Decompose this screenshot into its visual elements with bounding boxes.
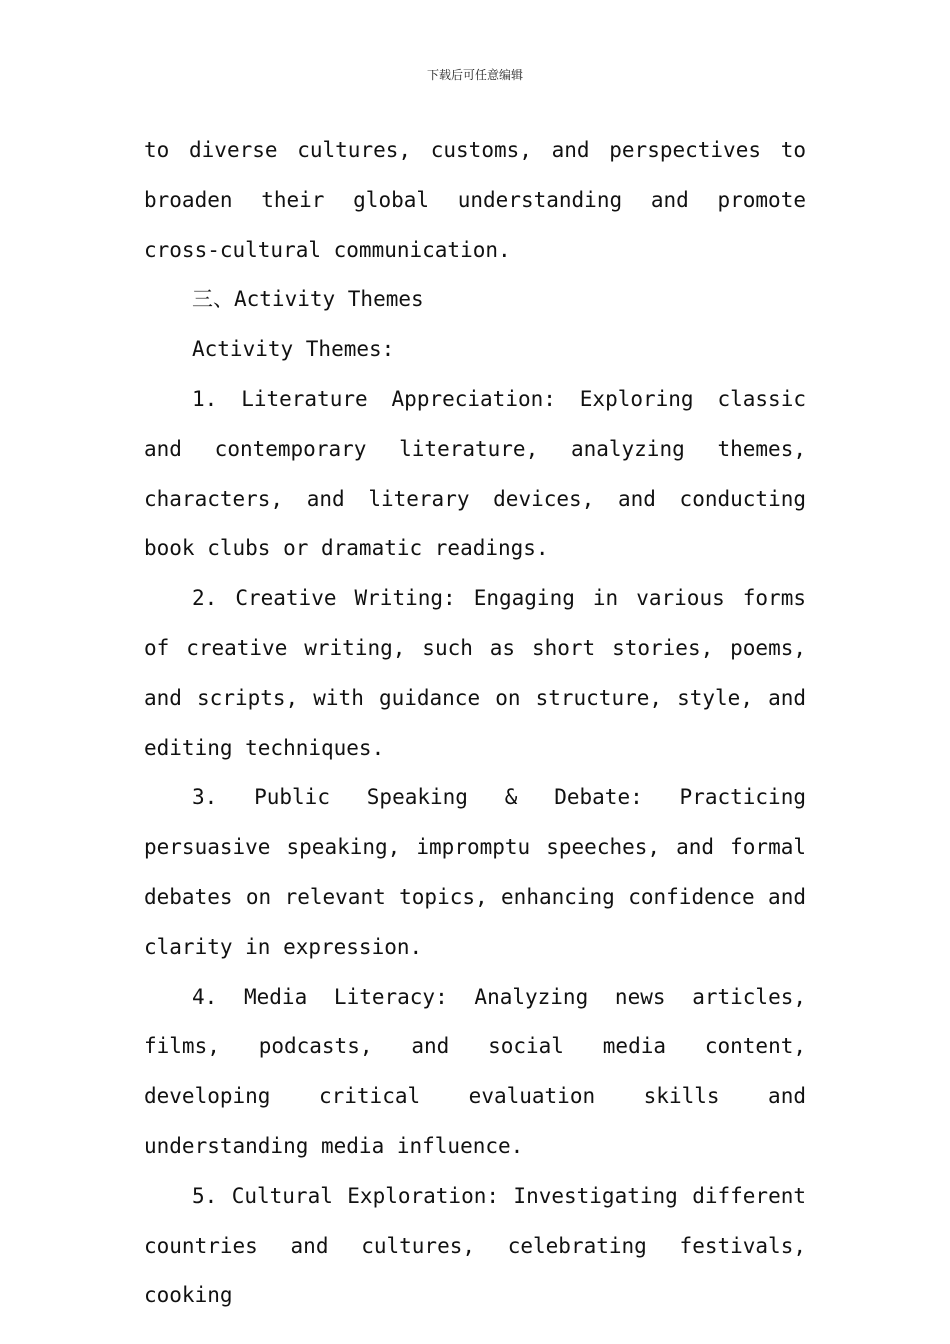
list-item: 2. Creative Writing: Engaging in various forms of creative writing, such as short stories, poems, and scripts, with guidance on structure, style, and editing techniques. xyxy=(144,586,806,760)
section-heading: 三、Activity Themes xyxy=(192,287,424,312)
list-item: 1. Literature Appreciation: Exploring classic and contemporary literature, analyzing themes, characters, and literary devices, and conducting book clubs or dramatic readings. xyxy=(144,386,806,561)
subheading: Activity Themes: xyxy=(192,337,395,362)
list-item: 3. Public Speaking & Debate: Practicing persuasive speaking, impromptu speeches, and formal debates on relevant topics, enhancing confidence and clarity in expression. xyxy=(144,785,806,959)
page-header: 下载后可任意编辑 xyxy=(426,68,523,82)
document-body xyxy=(144,126,806,1321)
paragraph-intro-continuation: to diverse cultures, customs, and perspectives to broaden their global understanding and promote cross-cultural communication. xyxy=(144,138,806,262)
list-item: 5. Cultural Exploration: Investigating different countries and cultures, celebrating festivals, cooking xyxy=(144,1183,806,1308)
list-item: 4. Media Literacy: Analyzing news articles, films, podcasts, and social media content, developing critical evaluation skills and understanding media influence. xyxy=(144,984,806,1158)
